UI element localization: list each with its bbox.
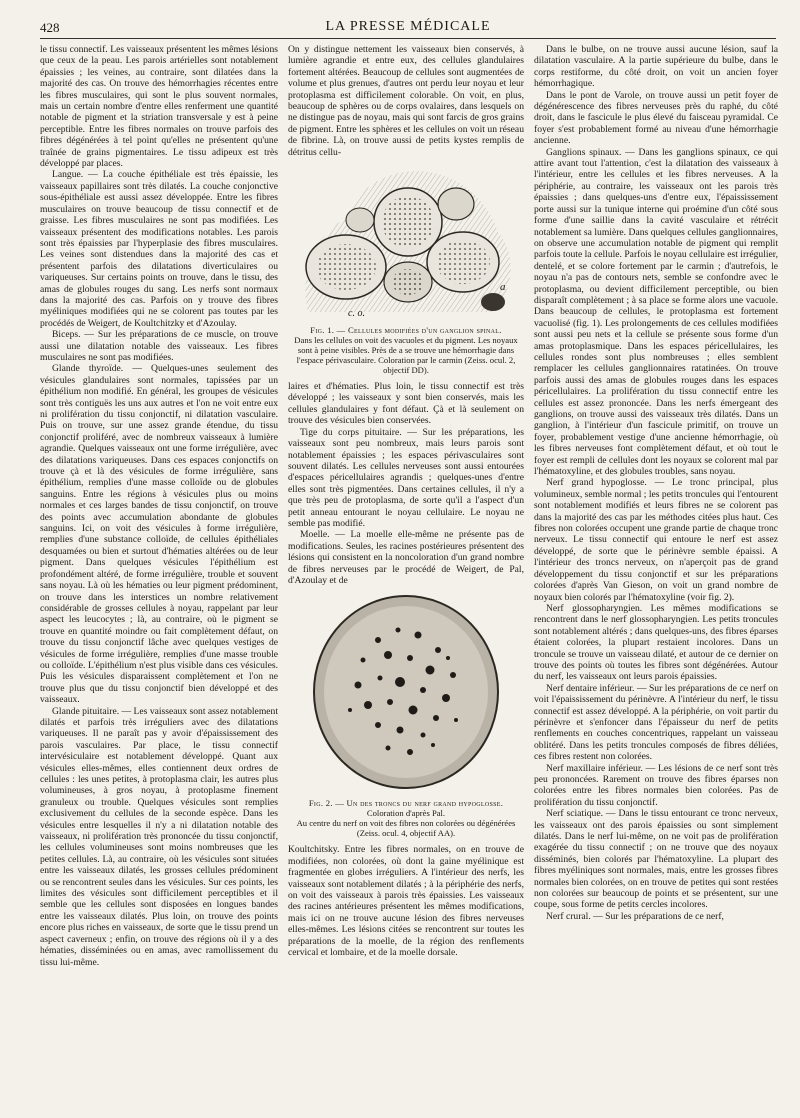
paragraph: On y distingue nettement les vaisseaux bien conservés, à lumière agrandie et entre eux, des cellules glandulaires fortement altérées. Beaucoup de cellules sont augmentées de volume et plus grenues, d'autres ont perdu leur noyau et leur protoplasma est difficilement colorable. On voit, en plus, beaucoup de sphères ou de corps ovalaires, dans lesquels on ne distingue pas de noyau, mais qui sont farcis de gros grains de pigment. Entre les sphères et les cellules on voit un réseau de fibrine. Là, on trouve aussi de petits kystes remplis de détritus cellu- bbox=[288, 44, 524, 158]
column-middle bbox=[288, 44, 524, 958]
paragraph: le tissu connectif. Les vaisseaux présentent les mêmes lésions que ceux de la peau. Les parois artérielles sont notablement épaissies ; les veines, au contraire, sont dilatées dans la majorité des cas. On trouve des hémorrhagies récentes entre les fibres musculaires, qui sont le plus souvent normales, mais un certain nombre d'entre elles renferment une quantité notable de pigment et la striation transversale y est à peine perceptible. Entre les fibres normales on trouve parfois des fibres dégénérées à tel point qu'elles ne présentent qu'une traînée de grains pigmentaires. Le tissu adipeux est très développé par places. bbox=[40, 44, 278, 170]
paragraph-crural: Nerf crural. — Sur les préparations de ce nerf, bbox=[546, 910, 724, 922]
paragraph-biceps: Biceps. — Sur les préparations de ce muscle, on trouve aussi une dilatation notable des vaisseaux. Les fibres musculaires ne sont pas modifiées. bbox=[40, 329, 278, 363]
figure-2-description: Au centre du nerf on voit des fibres non colorées ou dégénérées (Zeiss. ocul. 4, objectif AA). bbox=[296, 818, 516, 839]
paragraph-dentaire-inferieur: Nerf dentaire inférieur. — Sur les préparations de ce nerf on voit l'épaississement du périnèvre. A l'intérieur du nerf, le tissu connectif est assez développé. A la périphérie, on voit partir du périnèvre et s'enfoncer dans l'épaisseur du nerf de petits renflements en couches concentriques, rappelant un vaisseau oblitéré. Dans les petits troncules composés de fibres déliées, ces fibres restent non colorées. bbox=[534, 682, 778, 763]
ganglion-cells-illustration bbox=[288, 162, 524, 322]
figure-1 bbox=[288, 162, 524, 375]
figure-2-title: Fig. 2. — Un des troncs du nerf grand hypoglosse. bbox=[308, 798, 504, 809]
paragraph-sciatique: Nerf sciatique. — Dans le tissu entourant ce tronc nerveux, les vaisseaux ont des parois épaissies ou sont simplement dilatés. Dans le nerf lui-même, on ne voit pas de prolifération exagérée du tissu connectif ; on ne trouve que des noyaux disséminés, bien colorés par l'hématoxyline. La plupart des fibres myéliniques sont normales, mais, entre les grosses fibres normales bien colorées, on en trouve de petites qui sont restées non colorées sur beaucoup de points et se présentent, sur une coupe, sous forme de petits cercles incolores. bbox=[534, 808, 778, 911]
figure-letter-co: c. o. bbox=[348, 308, 365, 320]
figure-1-title: Fig. 1. — Cellules modifiées d'un ganglion spinal. bbox=[310, 325, 502, 336]
paragraph-pituitaire: Glande pituitaire. — Les vaisseaux sont assez notablement dilatés et parfois très irréguliers avec des dilatations variqueuses. Il ne paraît pas y avoir d'épaississement des parois vasculaires. Par place, le tissu connectif intervésiculaire est notablement développé. Quant aux vésicules elles-mêmes, elles contiennent deux ordres de cellules : les unes petites, à protoplasma clair, les autres plus volumineuses, à gros noyau, à protoplasme finement granuleux ou trouble. Quelques vésicules sont remplies exclusivement du cellules de la seconde espèce. Dans les vésicules entre lesquelles il n'y a ni dilatation notable des vaisseaux, ni prolifération très prononcée du tissu conjonctif, les cellules volumineuses sont moins nombreuses que les petites cellules. Là, au contraire, où les vésicules sont situées entre les vaisseaux dilatés, les grosses cellules prédominent ou se rencontrent seules dans les vésicules. Sur ces points, les limites des vésicules sont difficilement perceptibles et il semble que les cellules sont disposées en longues bandes entre les vaisseaux dilatés. Plus loin, on trouve des points encore plus riches en vaisseaux, de sorte que le tissu prend un aspect caverneux ; enfin, on trouve des régions où il y a des hématies, disséminées ou en amas, avec ramollissement du tissu lui-même. bbox=[40, 705, 278, 968]
column-right bbox=[534, 44, 778, 922]
paragraph-pont-varole: Dans le pont de Varole, on trouve aussi un petit foyer de dégénérescence des fibres nerveuses près du raphé, du côté droit, dans le fascicule le plus élevé du faisceau pyramidal. Ce foyer s'est probablement formé au niveau d'une hémorrhagie ancienne. bbox=[534, 89, 778, 147]
hypoglossal-nerve-cross-section bbox=[288, 590, 524, 795]
column-left bbox=[40, 44, 278, 968]
figure-1-description: Dans les cellules on voit des vacuoles et du pigment. Les noyaux sont à peine visibles. Près de a se trouve une hémorrhagie dans l'espace périvasculaire. Coloration par le carmin (Zeiss. ocul. 2, objectif DD). bbox=[294, 335, 518, 376]
figure-1-caption bbox=[288, 325, 524, 375]
paragraph: Koultchitsky. Entre les fibres normales, on en trouve de modifiées, non colorées, où dont la gaine myélinique est fragmentée en globes irréguliers. A l'intérieur des nerfs, les vaisseaux sont notablement dilatés ; à la périphérie des nerfs, on voit des vaisseaux à parois très épaissies. Les vaisseaux des racines antérieures présentent les mêmes modifications, mais ici on ne trouve aucune lésion des fibres nerveuses elles-mêmes. Les lésions citées se rencontrent sur toutes les préparations de la moelle, de la région des renflements cervical et lombaire, et de la moelle dorsale. bbox=[288, 844, 524, 959]
page-header bbox=[40, 18, 776, 39]
figure-2 bbox=[288, 590, 524, 838]
paragraph-bulbe: Dans le bulbe, on ne trouve aussi aucune lésion, sauf la dilatation vasculaire. A la partie supérieure du bulbe, dans le corps restiforme, du côté droit, on voit un ancien foyer hémorrhagique. bbox=[534, 44, 778, 90]
paragraph-maxillaire-inferieur: Nerf maxillaire inférieur. — Les lésions de ce nerf sont très peu prononcées. Rarement on trouve des fibres éparses non colorées entre les fibres normales bien colorées. Pas de prolifération du tissu conjonctif. bbox=[534, 762, 778, 808]
paragraph-glossopharyngien: Nerf glossopharyngien. Les mêmes modifications se rencontrent dans le nerf glossopharyngien. Les petits troncules sont notablement altérés ; dans quelques-uns, des fibres éparses étaient colorées, la plupart restaient incolores. Dans un troncule se trouve un vaisseau dilaté, et autour de ce dernier on trouve des points où toutes les fibres sont dégénérées. Autour du nerf, les vaisseaux ont leurs parois épaissies. bbox=[534, 602, 778, 683]
journal-title: LA PRESSE MÉDICALE bbox=[325, 19, 491, 34]
figure-2-subtitle: Coloration d'après Pal. bbox=[366, 808, 446, 819]
paragraph-moelle: Moelle. — La moelle elle-même ne présente pas de modifications. Seules, les racines postérieures présentent des lésions qui consistent en la noncoloration d'un grand nombre de fibres nerveuses par le procédé de Weigert, de Pal, d'Azoulay et de bbox=[288, 529, 524, 586]
paragraph-langue: Langue. — La couche épithéliale est très épaissie, les vaisseaux papillaires sont très dilatés. La couche conjonctive sous-épithéliale est aussi assez développée. Entre les fibres musculaires on trouve beaucoup de tissu connectif et de graisse. Les fibres musculaires ne sont pas modifiées. Les vaisseaux présentent des modifications notables. Les parois sont très épaissies par l'hyperplasie des fibres musculaires. Les veines sont distendues dans la majorité des cas et présentent parfois des dilatations diverticulaires ou variqueuses. Sur certains points on trouve, dans le tissu, des amas de globules rouges du sang. Les nerfs sont normaux dans la majorité des cas. Parfois on y trouve des fibres myéliniques modifiées qui ne se colorent pas toutes par les procédés de Weigert, de Koultchitzky et d'Azoulay. bbox=[40, 169, 278, 329]
paragraph-grand-hypoglosse: Nerf grand hypoglosse. — Le tronc principal, plus volumineux, semble normal ; les petits troncules qui l'entourent sont notablement modifiés et leurs fibres ne se colorent pas dans la majorité des cas par les méthodes citées plus haut. Ces fibres non colorées occupent une grande partie de chaque tronc nerveux. Le tissu connectif qui entoure le nerf est assez développé, de sorte que le périnèvre semble épaissi. A l'intérieur des troncs nerveux, on n'aperçoit pas de grand développement du tissu conjonctif et sur les préparations colorées d'après Van Gieson, on voit un grand nombre de noyaux bien colorés par l'hématoxyline (voir fig. 2). bbox=[534, 477, 778, 603]
paragraph-thyroide: Glande thyroïde. — Quelques-unes seulement des vésicules glandulaires sont normales, tapissées par un épithélium non modifié. En général, les groupes de vésicules sont très contiguës les uns aux autres et l'on ne voit entre eux ni prolifération du tissu conjonctif, ni dilatation vasculaire. Puis on trouve, sur une assez grande étendue, du tissu conjonctif proliféré, avec de nombreux vaisseaux à lumière agrandie. Quelques vaisseaux ont une forme irrégulière, avec des dilatations variqueuses. Dans ces espaces conjonctifs on trouve çà et là des vésicules de forme irrégulière, sans épithélium, remplies d'une masse colloïde ou de globules sanguins. Entre les régions à vésicules plus ou moins normales et ces larges bandes de tissu conjonctif, on trouve des points avec accumulation abondante de globules sanguins. Ici, on voit des vésicules à forme irrégulière, remplies d'une substance colloïde, de cellules épithéliales desquamées ou bien et surtout d'hématies altérées ou de leur pigment. Dans quelques vésicules l'épithélium est profondément altéré, de forme irrégulière, trouble et souvent sans noyau. Là où les hématies ou leur pigment prédominent, on trouve dans les interstices un nombre relativement considérable de grosses cellules à noyau, rappelant par leur aspect les leucocytes ; là, au contraire, où le pigment se trouve en quantité moindre ou fait complètement défaut, on trouve du tissu conjonctif lâche avec quelques vestiges de vésicules de forme irrégulière, remplies d'une masse trouble ou colloïde. L'épithélium n'est plus visible dans ces vésicules. Puis les vésicules disparaissent complètement et l'on ne trouve plus que du tissu conjonctif bien développé et des vaisseaux. bbox=[40, 363, 278, 706]
paragraph: laires et d'hématies. Plus loin, le tissu connectif est très développé ; les vaisseaux y sont bien conservés, mais les cellules glandulaires y font défaut. Çà et là seulement on trouve des vésicules bien conservées. bbox=[288, 381, 524, 427]
figure-2-caption bbox=[288, 798, 524, 838]
page-number: 428 bbox=[40, 20, 60, 35]
figure-letter-a: a bbox=[500, 281, 506, 294]
paragraph-tige-pituitaire: Tige du corps pituitaire. — Sur les préparations, les vaisseaux sont peu nombreux, mais leurs parois sont notablement épaissies ; les espaces périvasculaires sont souvent dilatés. Les cellules nerveuses sont aussi entourées d'espaces péricellulaires agrandis ; quelques-unes d'entre elles sont très pigmentées. Dans certaines cellules, il n'y a que très peu de protoplasma, de sorte qu'il a l'aspect d'un petit anneau entourant le noyau cellulaire. Le noyau ne semble pas modifié. bbox=[288, 426, 524, 529]
paragraph-ganglions-spinaux: Ganglions spinaux. — Dans les ganglions spinaux, ce qui attire avant tout l'attention, c'est la dilatation des vaisseaux à l'intérieur, entre les cellules et les fibres nerveuses. A la périphérie, au contraire, les vaisseaux ont les parois très épaissies ; dans quelques-uns d'entre eux, l'épaississement porte aussi sur la tunique interne qui proémine d'un côté sous forme d'une saillie dans la cavité vasculaire et rétrécit notablement sa lumière. Dans quelques cellules ganglionnaires, on observe une accumulation notable de pigment qui remplit parfois toute la cellule. Parfois le noyau cellulaire est irrégulier, dentelé, et se colore fortement par le carmin ; d'autrefois, le noyau n'a pas de contours nets, semble se confondre avec le protoplasma, ou devient difficilement perceptible, ou bien disparaît complètement ; à sa place se forme alors une vacuole. Dans beaucoup de cellules, le protoplasma est fortement vacuolisé (fig. 1). Les prolongements de ces cellules modifiées sont aussi peu nets et la cellule se présente sous forme d'un amas protoplasmique. Dans les espaces péricellulaires, les cellules rondes sont plus nombreuses ; elles semblent remplacer les cellules ganglionnaires ratatinées. On trouve parfois aussi des amas de globules rouges dans les espaces péricellulaires. La prolifération du tissu connectif entre les cellules est assez prononcée. Dans les nerfs émergeant des ganglions, on trouve aussi des vaisseaux très dilatés. Dans un ganglion, à l'intérieur d'un fascicule primitif, on trouve un foyer, probablement vestige d'une ancienne hémorrhagie, où les fibres nerveuses font complètement défaut, et où tout le foyer est rempli de cellules dont les noyaux se colorent mal par l'hématoxyline, et des globules troubles, sans noyau. bbox=[534, 146, 778, 478]
